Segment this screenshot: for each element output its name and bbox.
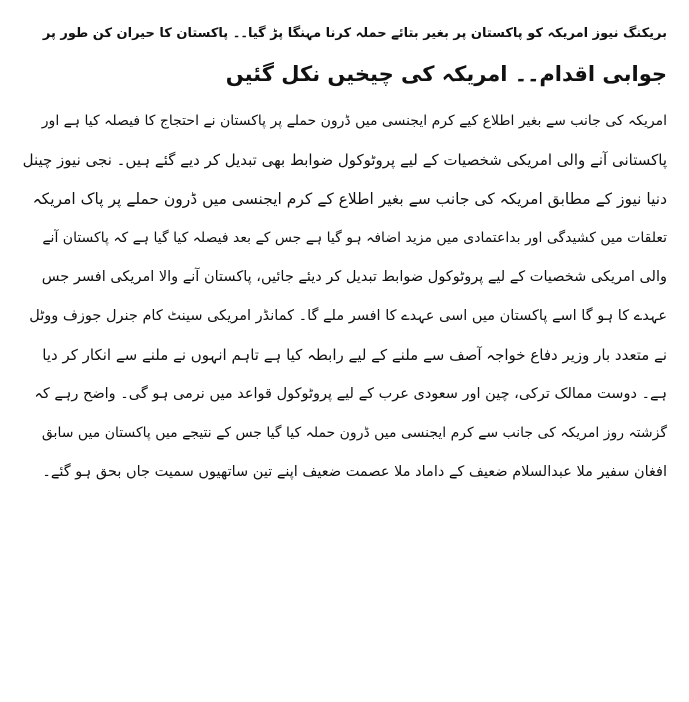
body-line: دنیا نیوز کے مطابق امریکہ کی جانب سے بغیر اطلاع کے کرم ایجنسی میں ڈرون حملے پر پاک امریکہ	[32, 190, 667, 208]
body-line: پاکستانی آنے والی امریکی شخصیات کے لیے پروٹوکول ضوابط بھی تبدیل کر دیے گئے ہیں۔ نجی نیوز چینل	[22, 151, 667, 169]
article-body	[22, 102, 667, 492]
headline-line: بریکنگ نیوز امریکہ کو پاکستان پر بغیر بتائے حملہ کرنا مہنگا پڑ گیا۔۔ پاکستان کا حیران کن طور پر	[42, 26, 667, 41]
body-line: امریکہ کی جانب سے بغیر اطلاع کیے کرم ایجنسی میں ڈرون حملے پر پاکستان نے احتجاج کا فیصلہ کیا ہے اور	[41, 113, 667, 129]
headline	[22, 14, 667, 94]
body-line: نے متعدد بار وزیر دفاع خواجہ آصف سے ملنے کے لیے رابطہ کیا ہے تاہم انہوں نے ملنے سے انکار کر دیا	[42, 346, 667, 364]
body-line: عہدے کا ہو گا اسے پاکستان میں اسی عہدے کا افسر ملے گا۔ کمانڈر امریکی سینٹ کام جنرل جوزف ووٹل	[29, 308, 667, 324]
body-line: گزشتہ روز امریکہ کی جانب سے کرم ایجنسی میں ڈرون حملہ کیا گیا جس کے نتیجے میں پاکستان میں سابق	[41, 425, 667, 441]
body-line: افغان سفیر ملا عبدالسلام ضعیف کے داماد ملا عصمت ضعیف اپنے تین ساتھیوں سمیت جاں بحق ہو گئے۔	[42, 464, 667, 480]
body-line: والی امریکی شخصیات کے لیے پروٹوکول ضوابط تبدیل کر دیئے جائیں، پاکستان آنے والا امریکی افسر جس	[41, 269, 667, 285]
body-line: ہے۔ دوست ممالک ترکی، چین اور سعودی عرب کے لیے پروٹوکول قواعد میں نرمی ہو گی۔ واضح رہے کہ	[34, 386, 667, 402]
body-line: تعلقات میں کشیدگی اور بداعتمادی میں مزید اضافہ ہو گیا ہے جس کے بعد فیصلہ کیا گیا ہے کہ پاکستان آنے	[42, 230, 667, 246]
headline-line: جوابی اقدام۔۔ امریکہ کی چیخیں نکل گئیں	[225, 62, 667, 86]
